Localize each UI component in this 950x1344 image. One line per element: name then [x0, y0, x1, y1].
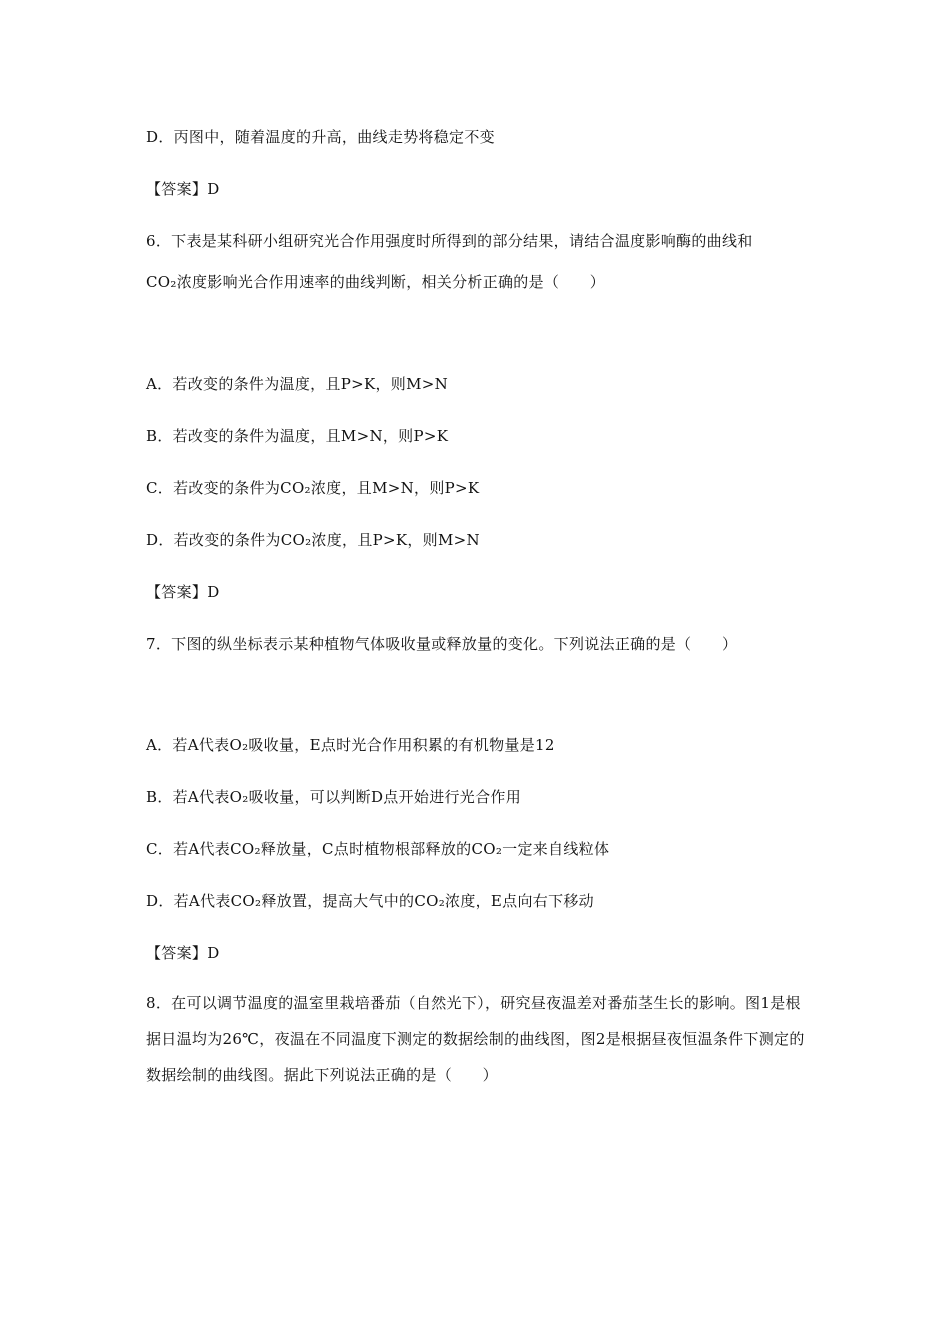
q7-answer: 【答案】D	[146, 944, 220, 962]
q6-option-c: C．若改变的条件为CO₂浓度，且M>N，则P>K	[146, 479, 480, 497]
q6-stem-line1: 6．下表是某科研小组研究光合作用强度时所得到的部分结果，请结合温度影响酶的曲线和	[146, 232, 753, 250]
q6-option-b: B．若改变的条件为温度，且M>N，则P>K	[146, 427, 449, 445]
q6-option-d: D．若改变的条件为CO₂浓度，且P>K，则M>N	[146, 531, 480, 549]
q7-option-c: C．若A代表CO₂释放量，C点时植物根部释放的CO₂一定来自线粒体	[146, 840, 610, 858]
q5-answer: 【答案】D	[146, 180, 220, 198]
q6-stem-line2: CO₂浓度影响光合作用速率的曲线判断，相关分析正确的是（ ）	[146, 273, 606, 291]
q5-option-d: D．丙图中，随着温度的升高，曲线走势将稳定不变	[146, 128, 495, 146]
q8-stem: 8．在可以调节温度的温室里栽培番茄（自然光下），研究昼夜温差对番茄茎生长的影响。图1是根据日温均为26℃，夜温在不同温度下测定的数据绘制的曲线图，图2是根据昼夜恒温条件下测定的数据绘制的曲线图。据此下列说法正确的是（ ）	[146, 994, 805, 1084]
q7-option-a: A．若A代表O₂吸收量，E点时光合作用积累的有机物量是12	[146, 736, 555, 754]
q6-answer: 【答案】D	[146, 583, 220, 601]
q6-option-a: A．若改变的条件为温度，且P>K，则M>N	[146, 375, 449, 393]
q7-stem: 7．下图的纵坐标表示某种植物气体吸收量或释放量的变化。下列说法正确的是（ ）	[146, 635, 738, 653]
q7-option-b: B．若A代表O₂吸收量，可以判断D点开始进行光合作用	[146, 788, 521, 806]
q7-option-d: D．若A代表CO₂释放置，提高大气中的CO₂浓度，E点向右下移动	[146, 892, 594, 910]
